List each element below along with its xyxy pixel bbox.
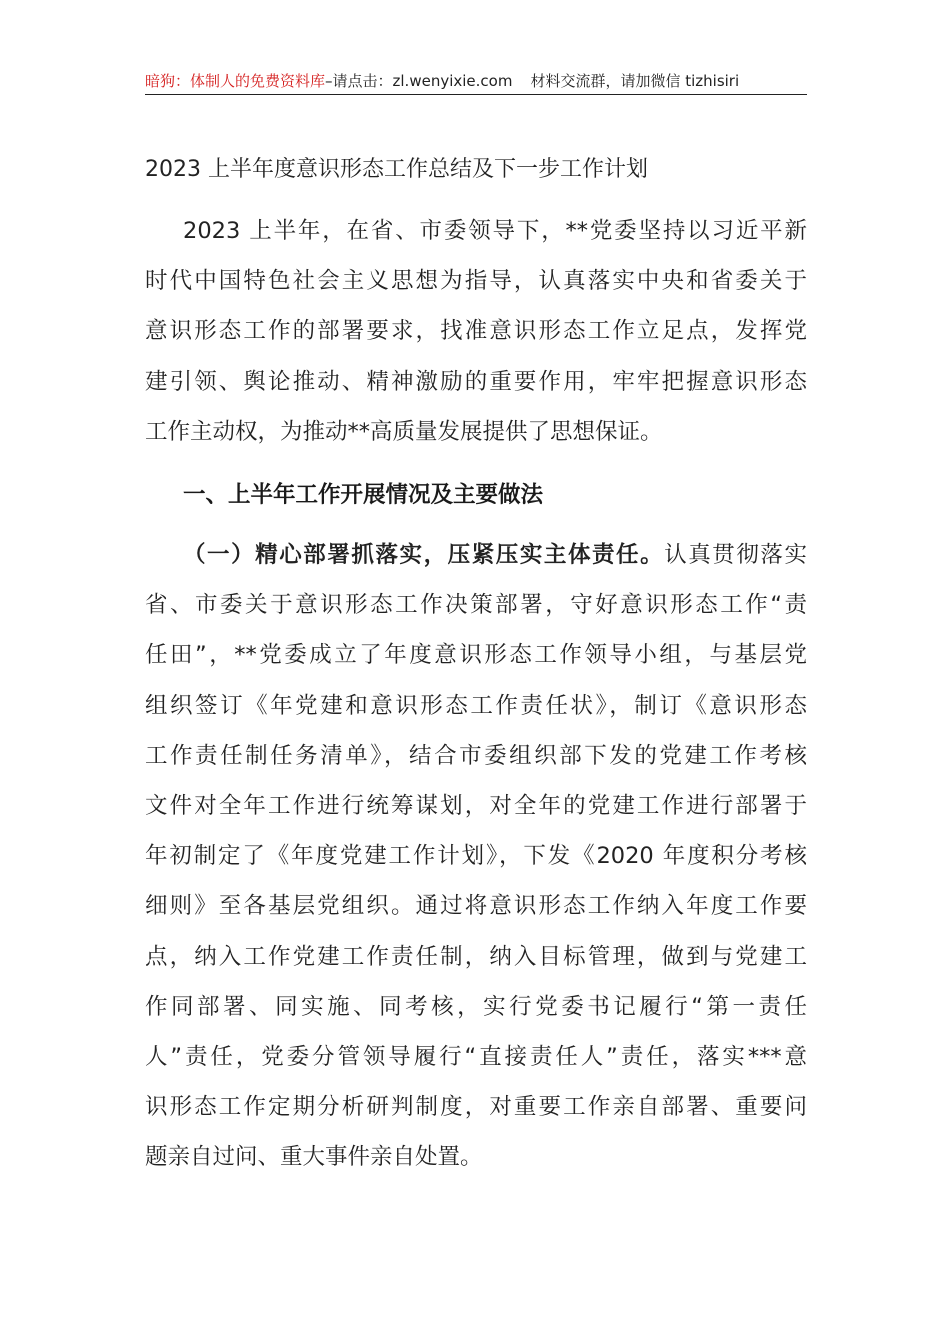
paragraph-line: 意识形态工作的部署要求，找准意识形态工作立足点，发挥党: [145, 318, 807, 345]
paragraph-line: 文件对全年工作进行统筹谋划，对全年的党建工作进行部署于: [145, 792, 807, 819]
paragraph-line: 建引领、舆论推动、精神激励的重要作用，牢牢把握意识形态: [145, 368, 807, 395]
paragraph-line: 工作责任制任务清单》，结合市委组织部下发的党建工作考核: [145, 742, 807, 769]
paragraph-text: 认真贯彻落实: [664, 542, 807, 568]
paragraph-line: 细则》至各基层党组织。通过将意识形态工作纳入年度工作要: [145, 893, 807, 920]
paragraph-line: 工作主动权，为推动**高质量发展提供了思想保证。: [145, 418, 663, 445]
paragraph-line: 组织签订《年党建和意识形态工作责任状》，制订《意识形态: [145, 692, 807, 719]
promo-title: 暗狗：体制人的免费资料库: [145, 72, 326, 90]
promo-link[interactable]: –请点击：zl.wenyixie.com: [325, 72, 513, 90]
paragraph-line: 时代中国特色社会主义思想为指导，认真落实中央和省委关于: [145, 268, 807, 295]
paragraph-line: 识形态工作定期分析研判制度，对重要工作亲自部署、重要问: [145, 1094, 807, 1121]
paragraph-line: 点，纳入工作党建工作责任制，纳入目标管理，做到与党建工: [145, 943, 807, 970]
subsection-heading: （一）精心部署抓落实，压紧压实主体责任。: [183, 542, 665, 568]
promo-wechat: 材料交流群，请加微信 tizhisiri: [530, 72, 740, 90]
paragraph-line: [145, 530, 807, 580]
paragraph-line: 省、市委关于意识形态工作决策部署，守好意识形态工作“责: [145, 592, 807, 619]
intro-paragraph: [145, 206, 807, 457]
paragraph-line: 人”责任，党委分管领导履行“直接责任人”责任，落实***意: [145, 1043, 807, 1070]
paragraph-line: 2023 上半年，在省、市委领导下，**党委坚持以习近平新: [183, 218, 807, 244]
paragraph-line: 任田”，**党委成立了年度意识形态工作领导小组，与基层党: [145, 642, 807, 669]
paragraph-line: 年初制定了《年度党建工作计划》，下发《2020 年度积分考核: [145, 843, 807, 870]
promo-header: [145, 68, 807, 95]
document-title: 2023 上半年度意识形态工作总结及下一步工作计划: [145, 157, 648, 182]
subsection-paragraph: [145, 530, 807, 1182]
paragraph-line: 题亲自过问、重大事件亲自处置。: [145, 1144, 483, 1171]
section-heading: 一、上半年工作开展情况及主要做法: [183, 482, 544, 508]
paragraph-line: 作同部署、同实施、同考核，实行党委书记履行“第一责任: [145, 993, 807, 1020]
